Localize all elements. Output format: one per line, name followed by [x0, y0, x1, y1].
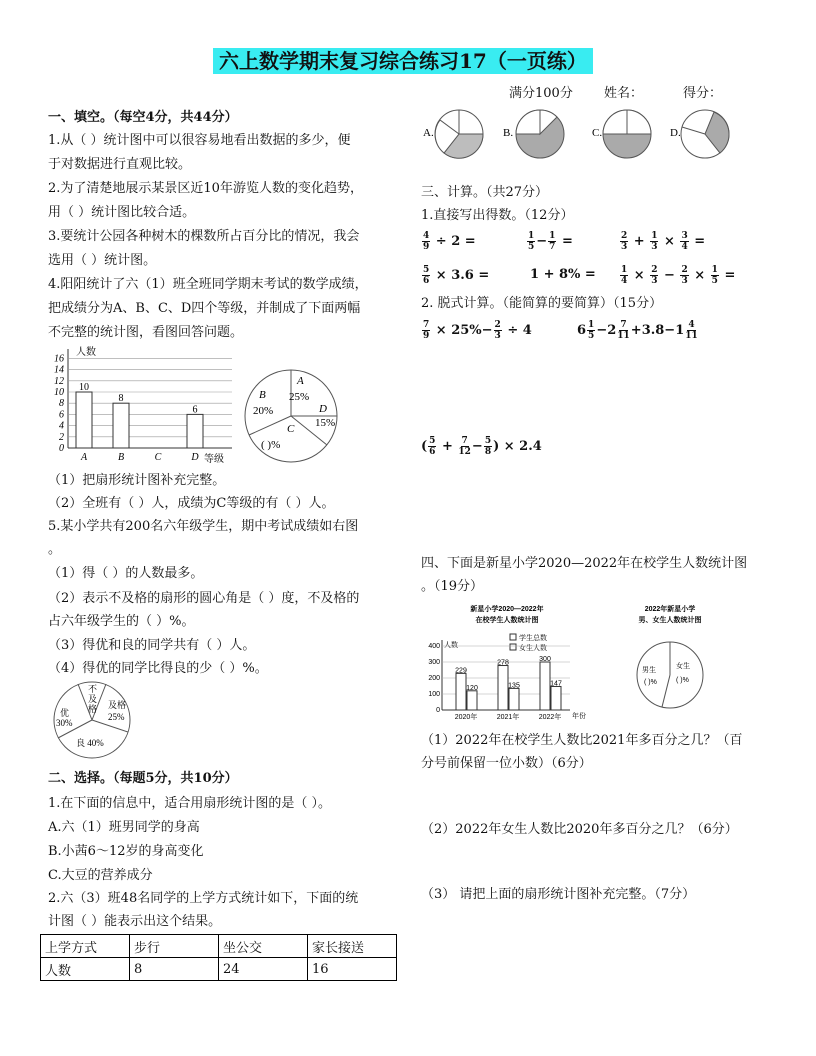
bar2-xlabel: 年份: [572, 713, 586, 720]
table-cell: 坐公交: [219, 935, 308, 958]
bar2-total-label: 229: [455, 667, 467, 675]
q5-sub4: （4）得优的同学比得良的少（ ）%。: [48, 661, 268, 676]
pie2-good-label: 良 40%: [76, 738, 104, 748]
bar1-bar: [113, 403, 129, 448]
bar1-xlabel: 等级: [204, 454, 224, 465]
table-cell: 16: [308, 958, 397, 981]
pie1-d-label: D: [319, 403, 327, 415]
q3-line-b: 选用（ ）统计图。: [48, 253, 157, 268]
option-c-label: C.: [592, 127, 603, 139]
bar2-year-label: 2022年: [538, 714, 562, 721]
section4-heading-a: 四、下面是新星小学2020—2022年在校学生人数统计图: [421, 556, 748, 571]
score-label: 得分：: [683, 86, 723, 101]
pie1-b-pct: 20%: [253, 405, 274, 417]
q5-line-a: 5.某小学共有200名六年级学生，期中考试成绩如右图: [48, 519, 359, 534]
bar2-girl-label: 147: [550, 680, 562, 688]
choice-pies: [420, 104, 740, 164]
s4-q1-a: （1）2022年在校学生人数比2021年多百分之几？（百: [421, 733, 743, 748]
q4-line-b: 把成绩分为A、B、C、D四个等级，并制成了下面两幅: [48, 301, 361, 316]
pie-option-b: [516, 110, 564, 158]
table-cell: 家长接送: [308, 935, 397, 958]
bar1-ytick: 10: [54, 387, 64, 398]
page-title: 六上数学期末复习综合练习17（一页练）: [213, 48, 593, 74]
bar1-bar: [187, 414, 203, 448]
bar2-girl-label: 120: [466, 684, 478, 692]
bar2-girl-bar: [551, 686, 561, 710]
bar2-title-2: 在校学生人数统计图: [475, 617, 539, 624]
pie1-d-pct: 15%: [315, 417, 336, 429]
bar1-data-label: 6: [192, 404, 198, 416]
q2-line-a: 2.为了清楚地展示某景区近10年游览人数的变化趋势，: [48, 181, 363, 196]
s2-q2-a: 2.六（3）班48名同学的上学方式统计如下，下面的统: [48, 891, 359, 906]
s4-q1-b: 分号前保留一位小数）（6分）: [421, 756, 592, 771]
bar2-ytick: 300: [428, 659, 440, 666]
q4-line-c: 不完整的统计图，看图回答问题。: [48, 325, 244, 340]
s3-sub1: 1.直接写出得数。（12分）: [421, 208, 574, 223]
grade-bar-chart: [42, 345, 242, 467]
option-b-label: B.: [503, 127, 514, 139]
table-cell: 8: [130, 958, 219, 981]
student-bar-chart: [420, 600, 595, 724]
bar2-total-label: 300: [539, 656, 551, 663]
q5-sub1: （1）得（ ）的人数最多。: [48, 566, 204, 581]
bar1-data-label: 8: [118, 393, 124, 405]
bar1-bar: [76, 392, 92, 448]
q1-line-b: 于对数据进行直观比较。: [48, 157, 192, 172]
pie1-c-pct: ( )%: [261, 439, 281, 451]
full-score: 满分100分: [509, 86, 573, 101]
pie2-fail-1: 不: [88, 684, 98, 694]
name-label: 姓名：: [604, 86, 644, 101]
pie2-pass-label: 及格: [108, 700, 127, 710]
bar2-ytick: 0: [436, 707, 440, 714]
section3-heading: 三、计算。（共27分）: [421, 185, 549, 200]
bar2-ytick: 400: [428, 643, 440, 650]
pie3-girl-label: 女生: [676, 663, 690, 670]
bar2-girl-label: 135: [508, 682, 520, 690]
bar1-ytick: 16: [54, 353, 64, 365]
table-cell: 人数: [41, 958, 130, 981]
pie3-girl-pct: ( )%: [676, 677, 689, 684]
calc-2: $\frac{1}{5}$ − $\frac{1}{7}$ =: [528, 231, 573, 252]
table-cell: 步行: [130, 935, 219, 958]
pie1-a-label: A: [297, 375, 304, 387]
bar2-girl-bar: [467, 691, 477, 710]
bar2-ytick: 200: [428, 675, 440, 682]
gender-pie-chart: [626, 600, 716, 724]
grade-pie-chart: [243, 368, 343, 468]
bar1-ytick: 14: [54, 364, 64, 376]
calc-8: 6 $\frac{1}{5}$ −2 $\frac{7}{11}$ +3.8−1 $\frac{4}{11}$: [577, 320, 698, 341]
bar2-girl-bar: [509, 688, 519, 710]
bar2-total-label: 278: [497, 659, 509, 667]
s4-q2: （2）2022年女生人数比2020年多百分之几？（6分）: [421, 822, 738, 837]
s3-sub2: 2. 脱式计算。（能简算的要简算）（15分）: [421, 296, 663, 311]
s4-q3: （3） 请把上面的扇形统计图补充完整。（7分）: [421, 887, 696, 902]
calc-7: $\frac{7}{9}$ × 25%− $\frac{2}{3}$ ÷ 4: [423, 320, 532, 341]
s2-option-c: C.大豆的营养成分: [48, 868, 153, 883]
legend-girl: 女生人数: [519, 645, 547, 652]
q5-sub2b: 占六年级学生的（ ）%。: [48, 614, 195, 629]
legend-girl-swatch: [510, 644, 516, 650]
bar1-ylabel: 人数: [76, 347, 96, 358]
calc-3: $\frac{2}{3}$ + $\frac{1}{3}$ × $\frac{3}{4}$ =: [621, 231, 706, 252]
bar1-ytick: 2: [59, 431, 64, 443]
bar1-data-label: 10: [79, 382, 89, 393]
q3-line-a: 3.要统计公园各种树木的棵数所占百分比的情况，我会: [48, 229, 360, 244]
pie3-boy-pct: ( )%: [644, 679, 657, 686]
bar1-category-label: A: [80, 452, 88, 463]
calc-1: $\frac{4}{9}$ ÷ 2 =: [423, 231, 476, 252]
pie3-title-1: 2022年新星小学: [644, 606, 696, 613]
calc-6: $\frac{1}{4}$ × $\frac{2}{3}$ − $\frac{2}{3}$ × $\frac{1}{5}$ =: [621, 265, 736, 286]
calc-5: 1 + 8% =: [530, 267, 596, 282]
s2-option-b: B.小茜6～12岁的身高变化: [48, 844, 204, 859]
bar1-ytick: 0: [59, 443, 64, 454]
s2-option-a: A.六（1）班男同学的身高: [48, 820, 200, 835]
q5-sub3: （3）得优和良的同学共有（ ）人。: [48, 638, 256, 653]
pie2-fail-3: 格: [88, 704, 98, 714]
s2-q2-b: 计图（ ）能表示出这个结果。: [48, 914, 222, 929]
q1-line-a: 1.从（ ）统计图中可以很容易地看出数据的多少，便: [48, 133, 351, 148]
exam-pie-chart: [48, 680, 138, 762]
q4-sub1: （1）把扇形统计图补充完整。: [48, 473, 226, 488]
table-row: [41, 958, 397, 981]
bar2-year-label: 2021年: [496, 714, 520, 721]
bar1-ytick: 12: [54, 375, 64, 387]
bar1-ytick: 4: [59, 420, 64, 432]
option-a-label: A.: [423, 127, 434, 139]
table-row: [41, 935, 397, 958]
q4-line-a: 4.阳阳统计了六（1）班全班同学期末考试的数学成绩，: [48, 277, 368, 292]
legend-total: 学生总数: [519, 635, 547, 642]
q4-sub2: （2）全班有（ ）人，成绩为C等级的有（ ）人。: [48, 496, 335, 511]
pie2-excellent-label: 优: [60, 708, 70, 718]
bar1-ytick: 8: [59, 398, 64, 410]
bar1-ytick: 6: [59, 409, 64, 421]
bar2-year-label: 2020年: [454, 714, 478, 721]
pie1-b-label: B: [259, 389, 266, 401]
commute-table: [40, 934, 397, 981]
bar2-total-bar: [456, 673, 466, 710]
section2-heading: 二、选择。（每题5分，共10分）: [48, 771, 238, 786]
bar1-category-label: C: [154, 452, 162, 463]
option-d-label: D.: [670, 127, 681, 139]
section4-heading-b: 。（19分）: [421, 579, 484, 594]
pie-option-c: [603, 110, 651, 158]
q5-sub2: （2）表示不及格的扇形的圆心角是（ ）度，不及格的: [48, 591, 360, 606]
pie2-pass-pct: 25%: [108, 712, 125, 722]
bar2-ytick: 100: [428, 691, 440, 698]
bar2-title-1: 新星小学2020—2022年: [470, 606, 544, 613]
bar2-total-bar: [540, 662, 550, 710]
legend-total-swatch: [510, 634, 516, 640]
pie3-boy-label: 男生: [642, 667, 656, 674]
bar1-category-label: D: [191, 452, 199, 463]
calc-4: $\frac{5}{6}$ × 3.6 =: [423, 265, 490, 286]
table-cell: 上学方式: [41, 935, 130, 958]
pie2-fail-2: 及: [88, 694, 98, 704]
q5-line-b: 。: [48, 542, 62, 557]
table-cell: 24: [219, 958, 308, 981]
pie1-a-pct: 25%: [289, 391, 310, 403]
pie2-excellent-pct: 30%: [56, 718, 73, 728]
pie3-title-2: 男、女生人数统计图: [638, 617, 702, 624]
pie-option-d: [681, 110, 729, 158]
q2-line-b: 用（ ）统计图比较合适。: [48, 205, 196, 220]
pie-option-a: [435, 110, 483, 158]
pie1-c-label: C: [287, 423, 295, 435]
s2-q1: 1.在下面的信息中，适合用扇形统计图的是（ ）。: [48, 796, 332, 811]
calc-9: ( $\frac{5}{6}$ + $\frac{7}{12}$ − $\frac{5}{8}$ ) × 2.4: [421, 436, 542, 457]
bar2-ylabel: 人数: [444, 642, 458, 649]
bar2-total-bar: [498, 666, 508, 710]
section1-heading: 一、填空。（每空4分，共44分）: [48, 110, 238, 125]
bar1-category-label: B: [117, 452, 125, 463]
